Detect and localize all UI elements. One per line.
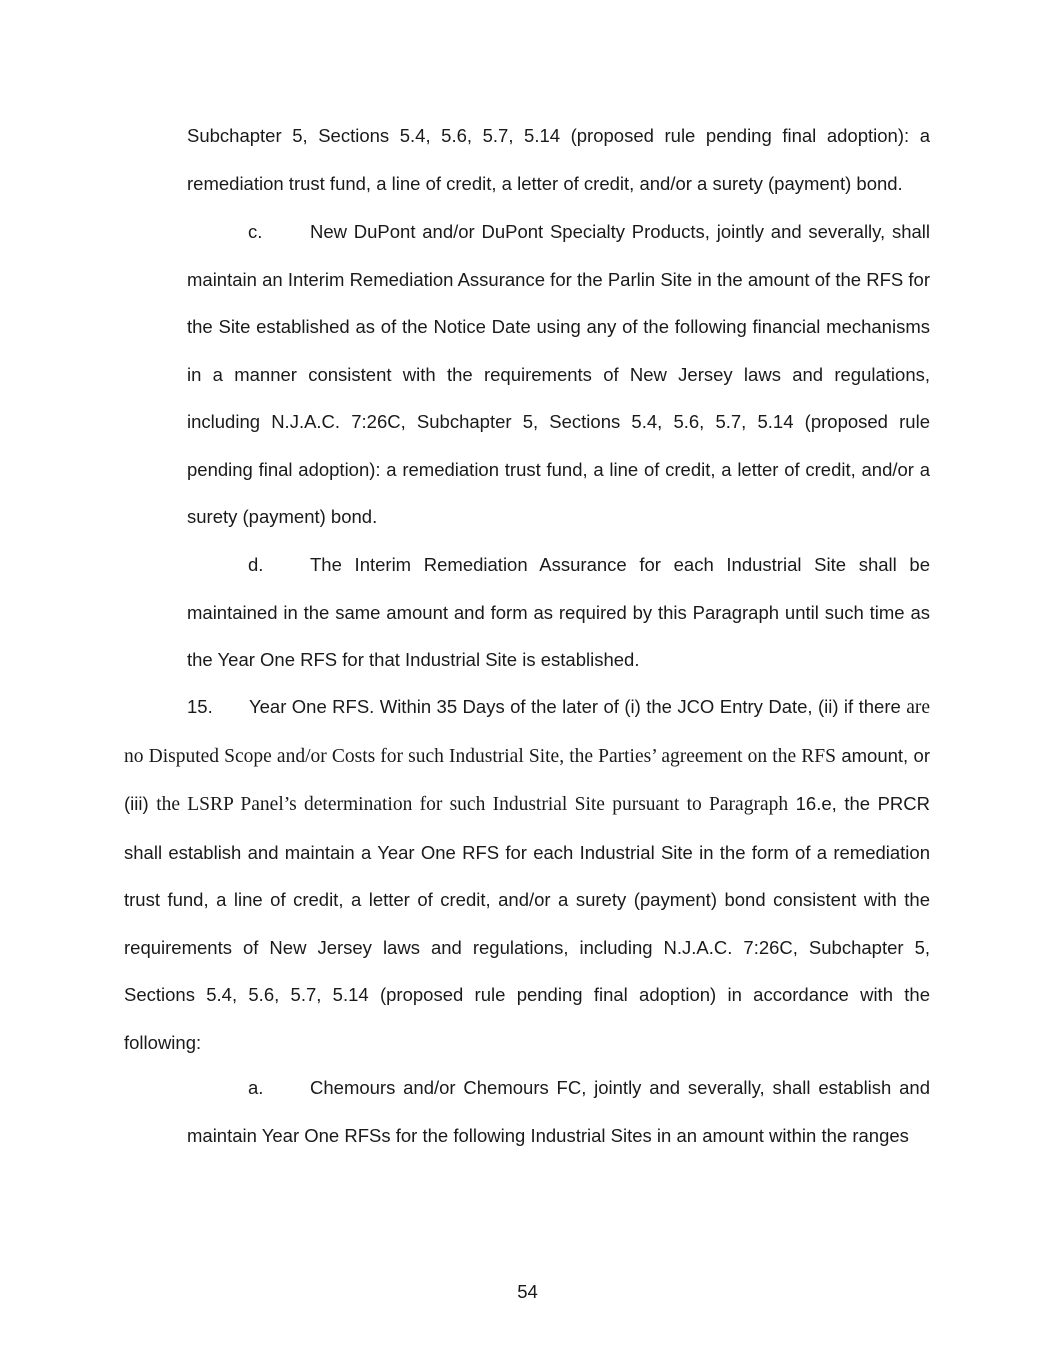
paragraph-15-text-serif: are no Disputed Scope and/or Costs for such Industrial Site, the Parties’ agreement on the RFS	[124, 697, 930, 767]
subparagraph-a	[187, 1064, 930, 1159]
page-number: 54	[517, 1281, 538, 1302]
subparagraph-c	[187, 208, 930, 541]
continuation-text: Subchapter 5, Sections 5.4, 5.6, 5.7, 5.14 (proposed rule pending final adoption): a remediation trust fund, a line of credit, a letter of credit, and/or a surety (payment) bond.	[187, 125, 930, 194]
subparagraph-d-text: The Interim Remediation Assurance for each Industrial Site shall be maintained in the same amount and form as required by this Paragraph until such time as the Year One RFS for that Industrial Site is established.	[187, 554, 930, 670]
paragraph-15-label: 15.	[187, 696, 213, 717]
subparagraph-a-text: Chemours and/or Chemours FC, jointly and severally, shall establish and maintain Year One RFSs for the following Industrial Sites in an amount within the ranges	[187, 1077, 930, 1146]
paragraph-15-text-part2: amount, or (iii)	[124, 744, 931, 814]
subparagraph-d-label: d.	[248, 554, 264, 575]
paragraph-15-text-part1: Year One RFS. Within 35 Days of the later of (i) the JCO Entry Date, (ii) if there	[249, 696, 901, 717]
subparagraph-c-label: c.	[248, 221, 263, 242]
subparagraph-a-label: a.	[248, 1077, 264, 1098]
paragraph-15-text-serif2: the LSRP Panel’s determination for such Industrial Site pursuant to Paragraph	[156, 794, 789, 815]
subparagraph-d	[187, 541, 930, 684]
paragraph-15	[124, 683, 930, 1066]
subparagraph-c-text: New DuPont and/or DuPont Specialty Products, jointly and severally, shall maintain an Interim Remediation Assurance for the Parlin Site in the amount of the RFS for the Site established as of the Notice Date using any of the following financial mechanisms in a manner consistent with the requirements of New Jersey laws and regulations, including N.J.A.C. 7:26C, Subchapter 5, Sections 5.4, 5.6, 5.7, 5.14 (proposed rule pending final adoption): a remediation trust fund, a line of credit, a letter of credit, and/or a surety (payment) bond.	[187, 221, 930, 527]
continuation-paragraph	[187, 112, 930, 207]
paragraph-15-text-part3: 16.e, the PRCR shall establish and maintain a Year One RFS for each Industrial Site in the form of a remediation trust fund, a line of credit, a letter of credit, and/or a surety (payment) bond consistent with the requirements of New Jersey laws and regulations, including N.J.A.C. 7:26C, Subchapter 5, Sections 5.4, 5.6, 5.7, 5.14 (proposed rule pending final adoption) in accordance with the following:	[124, 793, 930, 1053]
